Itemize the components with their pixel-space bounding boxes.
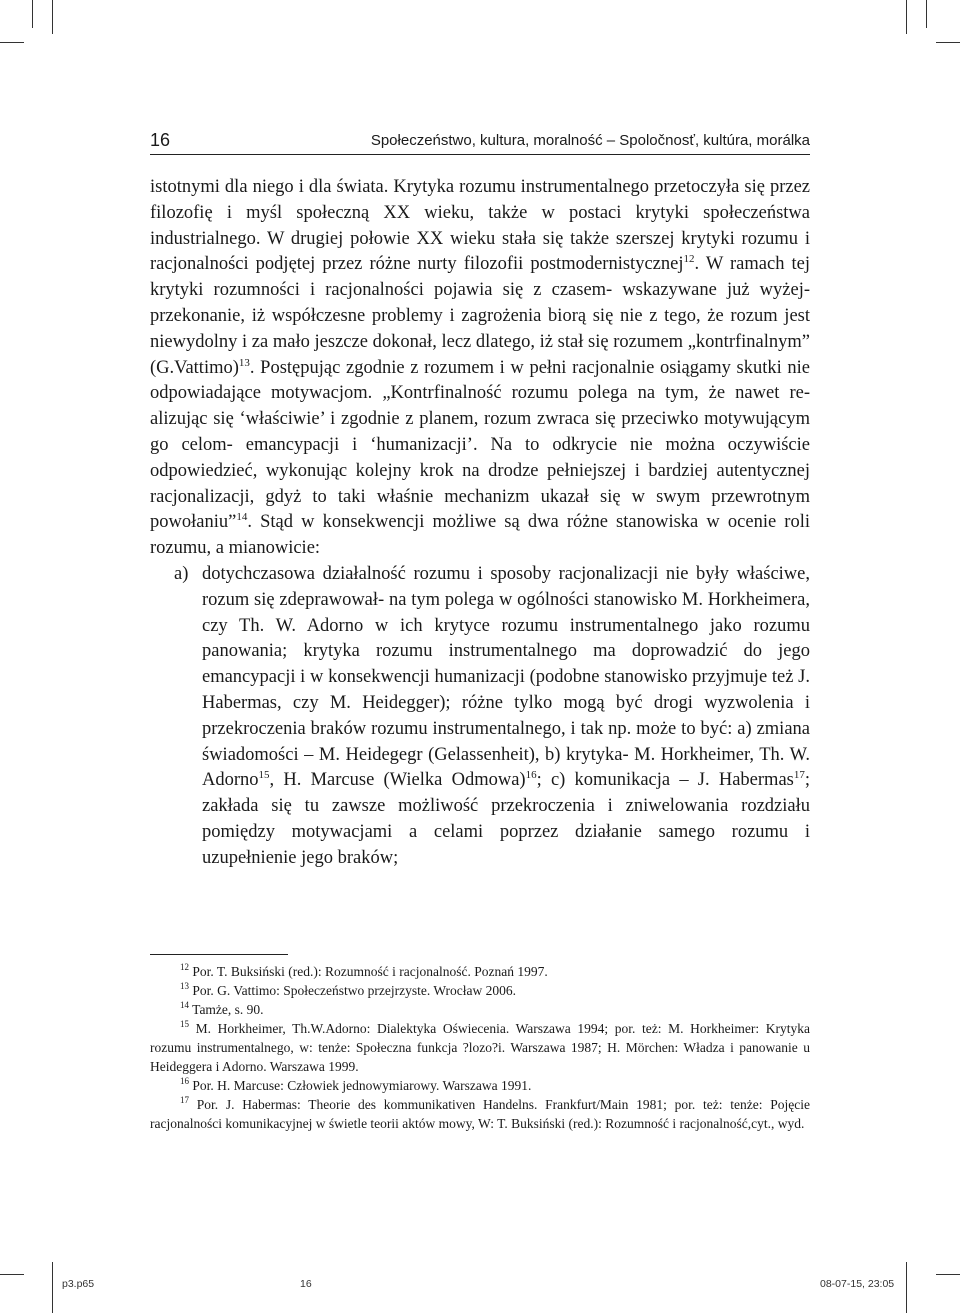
footnote-item [150, 1095, 810, 1133]
text-run: ; c) komunikacja – J. Habermas [536, 770, 794, 791]
crop-mark-bottom-left-h [0, 1274, 24, 1275]
text-run: . Postępując zgodnie z rozumem i w pełni racjonalnie osiągamy skutki nie odpowiadające motywacjom. „Kontrfinalność rozumu polega na tym, że nawet realizując się ‘właściwie’ i zgodnie z planem, rozum zwraca się przeciwko motywującym go celom- emancypacji i ‘humanizacji’. Na to odkrycie nie można oczywiście odpowiedzieć, wykonując kolejny krok na drodze pełniejszej i bardziej autentycznej racjonalizacji, gdyż to taki właśnie mechanizm ukazał się w swym przewrotnym powołaniu” [150, 357, 810, 533]
paragraph [150, 175, 810, 562]
main-text [150, 175, 810, 872]
footnote-number: 17 [180, 1095, 189, 1105]
text-run: . W ramach tej krytyki rozumności i racjonalności pojawia się z czasem- wskazywane już wyżej- przekonanie, iż współczesne problemy i zagrożenia biorą się nie z tego, że rozum jest niewydolny i za mało jeszcze dokonał, lecz dlatego, iż stał się rozumem „kontrfinalnym” (G.Vattimo) [150, 254, 810, 378]
text-run: ; zakłada się tu zawsze możliwość przekroczenia i zniwelowania rozdziału pomiędzy motywacjami a celami poprzez działanie samego rozumu i uzupełnienie jego braków; [202, 770, 810, 868]
slug-page: 16 [300, 1278, 312, 1290]
footnote-text: Por. T. Buksiński (red.): Rozumność i racjonalność. Poznań 1997. [192, 964, 548, 979]
footnote-number: 13 [180, 981, 189, 991]
footnote-text: Por. J. Habermas: Theorie des kommunikativen Handelns. Frankfurt/Main 1981; por. też: tenże: Pojęcie racjonalności komunikacyjnej w świetle teorii aktów mowy, W: T. Buksiński (red.): Rozumność i racjonalność,cyt., wyd. [150, 1097, 810, 1131]
text-run: istotnymi dla niego i dla świata. Krytyka rozumu instrumentalnego przetoczyła się przez filozofię i myśl społeczną XX wieku, także w postaci krytyki społeczeństwa industrialnego. W drugiej połowie XX wieku stała się także szerszej krytyki rozumu i racjonalności podjętej przez różne nurty filozofii postmodernistycznej [150, 177, 810, 275]
crop-mark-bottom-right-h [936, 1274, 960, 1275]
crop-mark-top-left-v [32, 0, 33, 28]
footnote-ref: 13 [238, 356, 250, 369]
footnote-text: Tamże, s. 90. [192, 1002, 264, 1017]
footnote-ref: 15 [258, 769, 270, 782]
slug-filename: p3.p65 [62, 1278, 95, 1290]
footnote-separator [150, 954, 288, 955]
footnote-number: 16 [180, 1076, 189, 1086]
crop-mark-bottom-left-v [52, 1262, 53, 1313]
position-list [150, 562, 810, 872]
footnote-item [150, 1076, 810, 1095]
list-item [150, 562, 810, 872]
footnotes [150, 962, 810, 1133]
footnote-item [150, 962, 810, 981]
crop-mark-bottom-right-v [906, 1262, 907, 1313]
footnote-item [150, 1000, 810, 1019]
crop-mark-top-right-h [936, 42, 960, 43]
crop-mark-top-left-v2 [52, 0, 53, 34]
running-header [150, 128, 810, 155]
crop-mark-top-left-h [0, 42, 24, 43]
footnote-text: M. Horkheimer, Th.W.Adorno: Dialektyka Oświecenia. Warszawa 1994; por. też: M. Horkheimer: Krytyka rozumu instrumentalnego, w: tenże: Społeczna funkcja ?lozo?i. Warszawa 1987; H. Mörchen: Władza i panowanie u Heideggera i Adorno. Warszawa 1999. [150, 1021, 810, 1074]
footnote-ref: 12 [683, 253, 695, 266]
footnote-ref: 16 [525, 769, 537, 782]
slug-datetime: 08-07-15, 23:05 [820, 1278, 895, 1290]
footnote-ref: 14 [236, 511, 248, 524]
footnote-text: Por. H. Marcuse: Człowiek jednowymiarowy. Warszawa 1991. [192, 1078, 532, 1093]
text-run: dotychczasowa działalność rozumu i sposoby racjonalizacji nie były właściwe, rozum się zdeprawował- na tym polega w ogólności stanowisko M. Horkheimera, czy Th. W. Adorno w ich krytyce rozumu instrumentalnego jako rozumu panowania; krytyka rozumu instrumentalnego ma doprowadzić do jego emancypacji i w konsekwencji humanizacji (podobne stanowisko przyjmuje też J. Habermas, czy M. Heidegger); różne tylko mogą być drogi wyzwolenia i przekroczenia braków rozumu instrumentalnego, i tak np. może to być: a) zmiana świadomości – M. Heidegegr (Gelassenheit), b) krytyka- M. Horkheimer, Th. W. Adorno [202, 563, 810, 791]
footnote-number: 14 [180, 1000, 189, 1010]
list-marker: a) [174, 563, 189, 584]
footnote-ref: 17 [793, 769, 805, 782]
footnote-number: 15 [180, 1019, 189, 1029]
crop-mark-top-right-v [906, 0, 907, 34]
crop-mark-top-right-v2 [926, 0, 927, 28]
page-number: 16 [150, 130, 171, 150]
footnote-item [150, 1019, 810, 1076]
text-run: , H. Marcuse (Wielka Odmowa) [269, 770, 526, 791]
text-run: . Stąd w konsekwencji możliwe są dwa różne stanowiska w ocenie roli rozumu, a mianowicie: [150, 512, 810, 559]
footnote-number: 12 [180, 962, 189, 972]
running-title: Społeczeństwo, kultura, moralność – Spoločnosť, kultúra, morálka [370, 132, 810, 149]
footnote-item [150, 981, 810, 1000]
footnote-text: Por. G. Vattimo: Społeczeństwo przejrzyste. Wrocław 2006. [192, 983, 517, 998]
